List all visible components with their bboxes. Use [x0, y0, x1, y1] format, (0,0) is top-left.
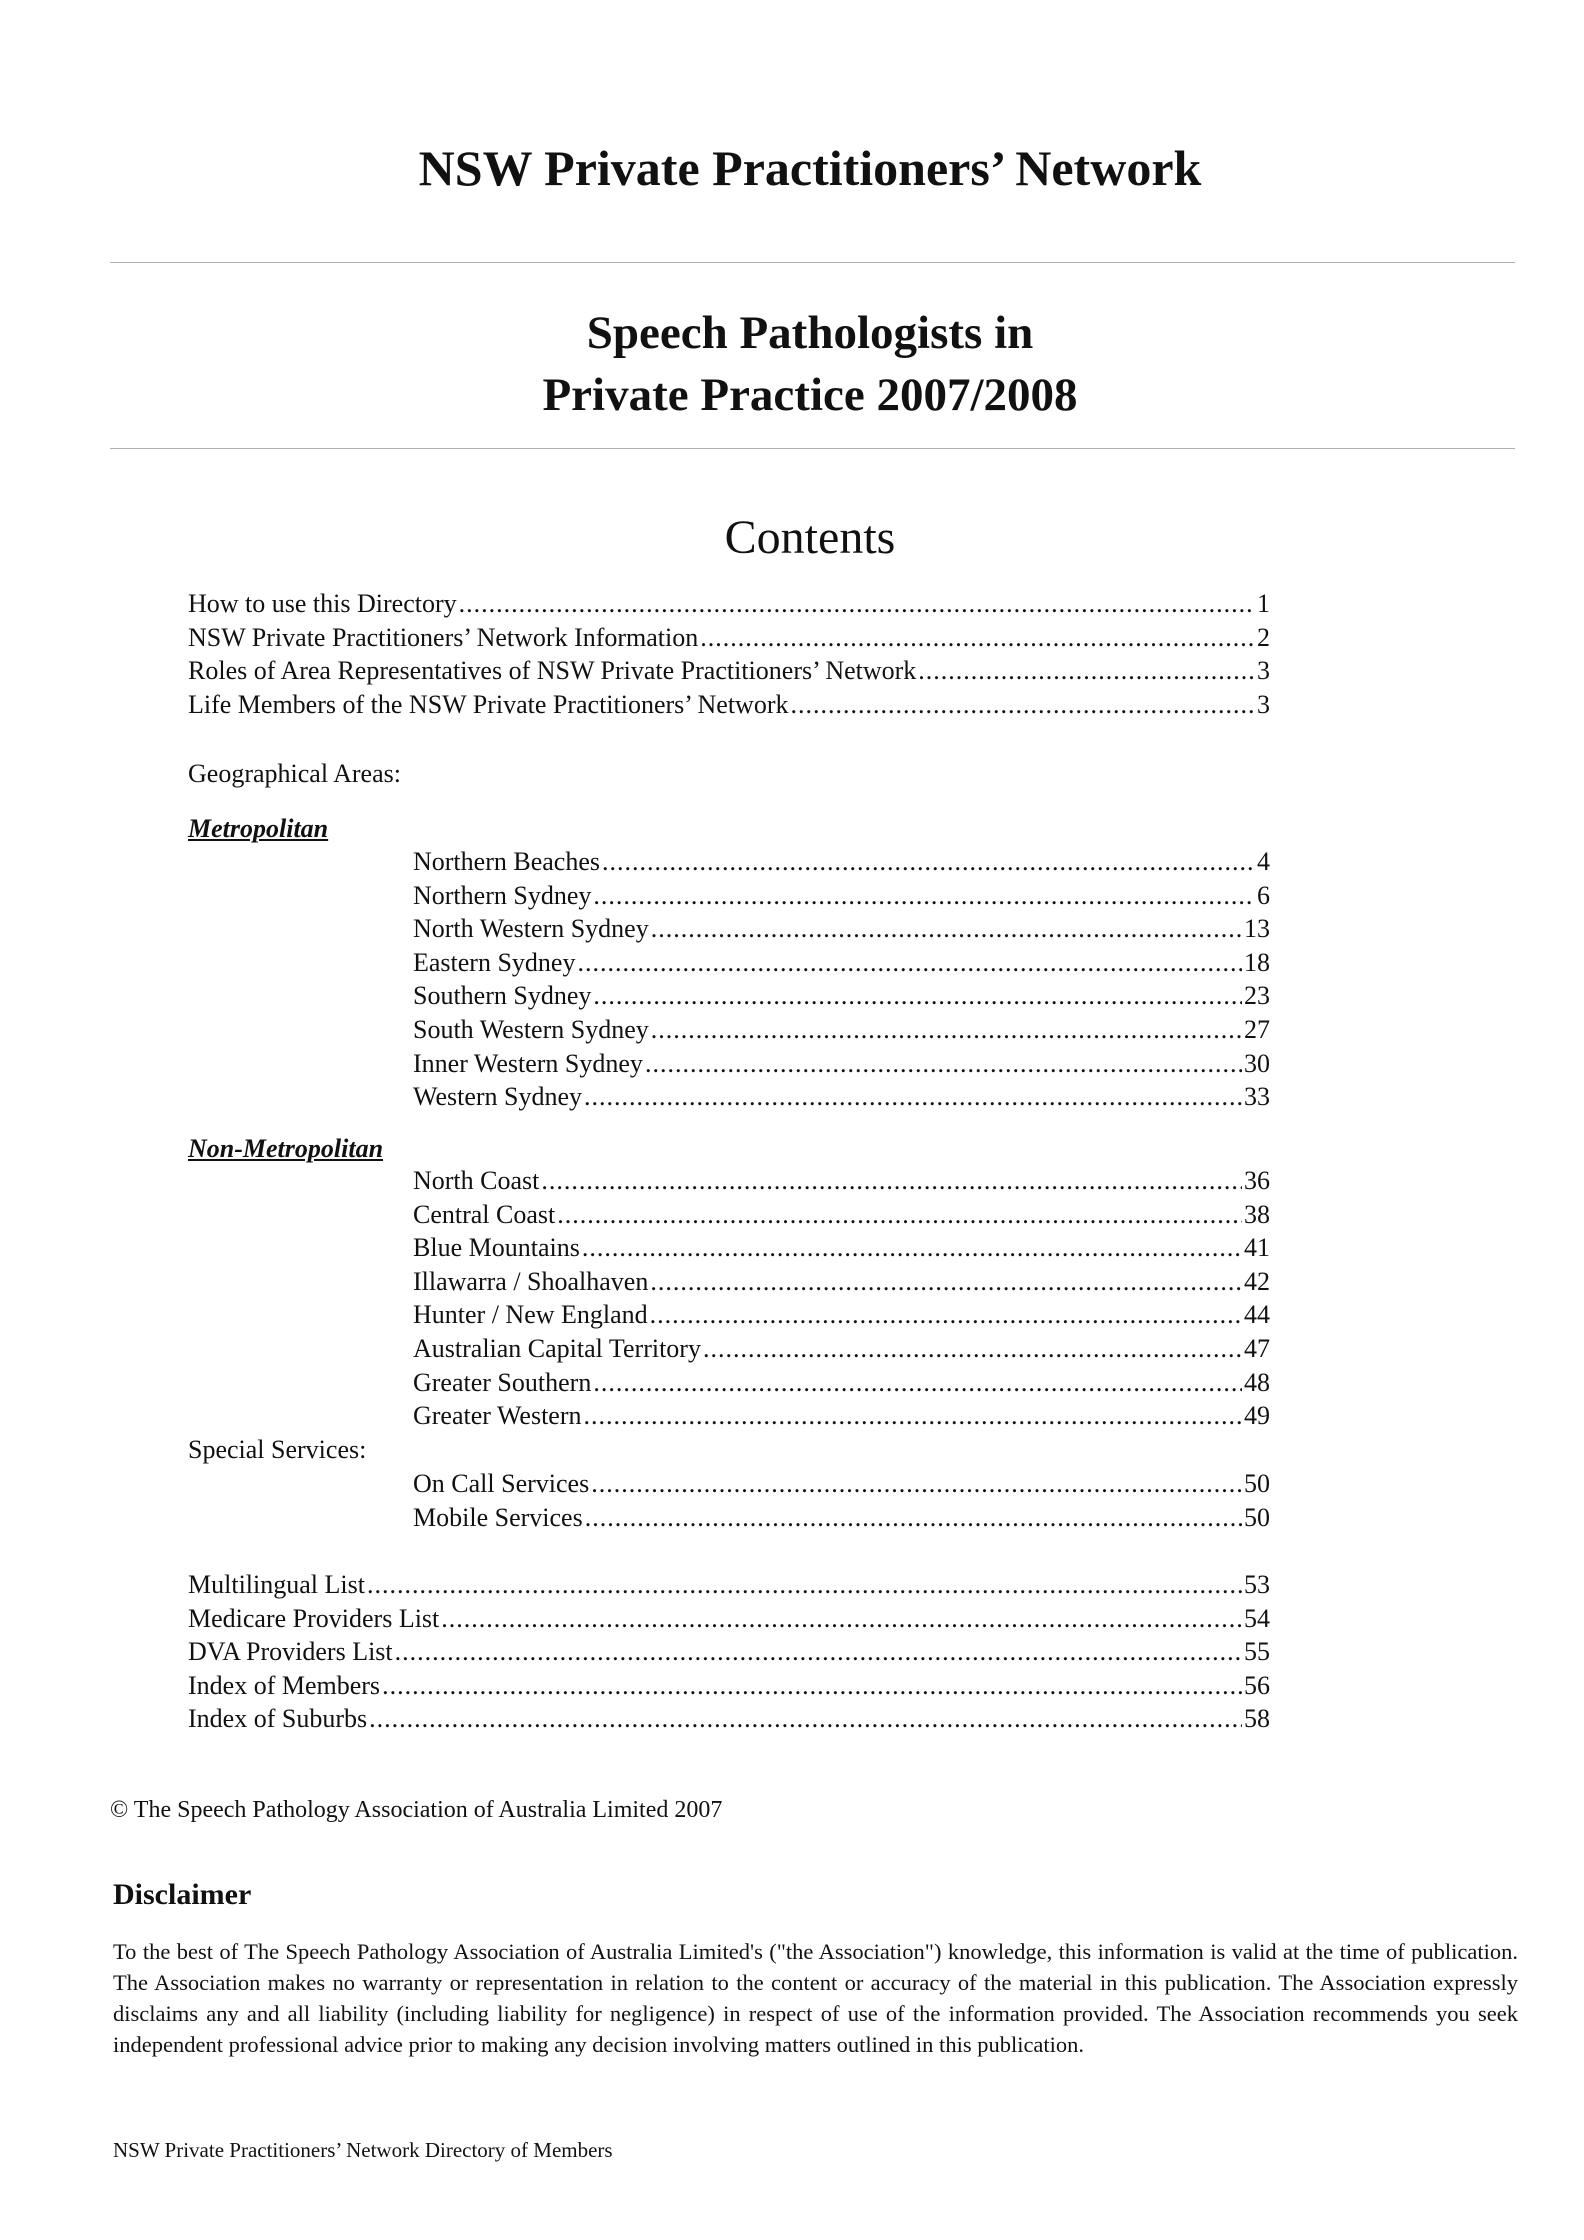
special-services-label: Special Services: [188, 1435, 367, 1464]
toc-entry[interactable] [413, 1399, 1270, 1433]
toc-entry[interactable] [413, 1047, 1270, 1081]
toc-leader-dots [577, 946, 1242, 980]
toc-page-number: 49 [1244, 1401, 1270, 1431]
toc-entry-label: Multilingual List [188, 1570, 365, 1599]
contents-heading: Contents [724, 511, 896, 564]
toc-entry[interactable] [413, 879, 1270, 913]
subtitle-line-2: Private Practice 2007/2008 [542, 369, 1078, 421]
toc-leader-dots [441, 1602, 1242, 1636]
toc-entry-label: Inner Western Sydney [413, 1048, 643, 1078]
toc-leader-dots [541, 1164, 1242, 1198]
toc-page-number: 3 [1257, 689, 1270, 719]
toc-page-number: 50 [1244, 1469, 1270, 1498]
toc-page-number: 1 [1257, 589, 1270, 618]
toc-leader-dots [645, 1047, 1242, 1081]
toc-leader-dots [369, 1702, 1242, 1736]
toc-page-number: 23 [1244, 981, 1270, 1011]
copyright-notice: © The Speech Pathology Association of Australia Limited 2007 [110, 1797, 723, 1823]
toc-entry-label: On Call Services [413, 1469, 590, 1498]
toc-page-number: 42 [1244, 1266, 1270, 1296]
toc-entry-label: Western Sydney [413, 1082, 583, 1112]
toc-page-number: 53 [1244, 1570, 1270, 1599]
toc-entry-label: Central Coast [413, 1199, 556, 1229]
geographical-areas-label: Geographical Areas: [188, 759, 401, 788]
toc-entry-label: South Western Sydney [413, 1015, 649, 1044]
toc-entry[interactable] [188, 1602, 1270, 1636]
toc-entry[interactable] [413, 1198, 1270, 1232]
toc-leader-dots [650, 1298, 1242, 1332]
toc-page-number: 18 [1244, 947, 1270, 977]
toc-leader-dots [651, 1013, 1242, 1047]
disclaimer-heading: Disclaimer [113, 1878, 252, 1911]
toc-entry-label: NSW Private Practitioners’ Network Information [188, 622, 699, 652]
toc-entry[interactable] [413, 979, 1270, 1013]
toc-entry[interactable] [188, 654, 1270, 688]
toc-entry[interactable] [188, 621, 1270, 655]
toc-leader-dots [584, 1080, 1242, 1114]
toc-entry-label: Roles of Area Representatives of NSW Private Practitioners’ Network [188, 656, 917, 686]
toc-page-number: 4 [1257, 847, 1270, 876]
toc-leader-dots [650, 1265, 1242, 1299]
toc-entry-label: North Western Sydney [413, 914, 649, 944]
toc-entry-label: Australian Capital Territory [413, 1334, 701, 1363]
toc-entry[interactable] [188, 1568, 1270, 1602]
toc-entry-label: Index of Members [188, 1670, 381, 1700]
disclaimer-body: To the best of The Speech Pathology Association of Australia Limited's ("the Association") knowledge, this information is valid at the time of publication. The Association makes no warranty or representation in relation to the content or accuracy of the material in this publication. The Association expressly disclaims any and all liability (including liability for negligence) in respect of use of the information provided. The Association recommends you seek independent professional advice prior to making any decision involving matters outlined in this publication. [113, 1939, 1518, 2057]
toc-entry[interactable] [413, 1013, 1270, 1047]
document-subtitle [0, 302, 1584, 426]
toc-leader-dots [791, 688, 1256, 722]
toc-entry[interactable] [413, 1231, 1270, 1265]
toc-entry[interactable] [188, 1635, 1270, 1669]
document-title: NSW Private Practitioners’ Network [418, 140, 1202, 196]
toc-entry-label: North Coast [413, 1166, 540, 1195]
toc-leader-dots [367, 1568, 1242, 1602]
toc-entry-label: Mobile Services [413, 1502, 583, 1532]
toc-page-number: 38 [1244, 1199, 1270, 1229]
toc-leader-dots [700, 621, 1255, 655]
toc-entry-label: How to use this Directory [188, 589, 457, 618]
toc-page-number: 50 [1244, 1502, 1270, 1532]
toc-leader-dots [593, 979, 1242, 1013]
toc-entry[interactable] [413, 1366, 1270, 1400]
toc-page-number: 44 [1244, 1300, 1270, 1330]
toc-entry-label: Life Members of the NSW Private Practitioners’ Network [188, 689, 789, 719]
page-footer: NSW Private Practitioners’ Network Directory of Members [113, 2138, 613, 2162]
toc-entry[interactable] [413, 1265, 1270, 1299]
toc-leader-dots [593, 1366, 1242, 1400]
toc-entry-label: Greater Southern [413, 1367, 592, 1397]
toc-entry-label: Greater Western [413, 1401, 582, 1431]
metropolitan-section-label: Metropolitan [188, 814, 329, 843]
toc-entry-label: Medicare Providers List [188, 1603, 440, 1633]
subtitle-line-1: Speech Pathologists in [586, 307, 1034, 359]
non-metropolitan-section-label: Non-Metropolitan [188, 1134, 384, 1163]
toc-leader-dots [395, 1635, 1242, 1669]
toc-entry[interactable] [188, 587, 1270, 621]
toc-page-number: 55 [1244, 1637, 1270, 1667]
toc-leader-dots [585, 1501, 1242, 1535]
toc-entry[interactable] [413, 1467, 1270, 1501]
toc-entry[interactable] [413, 1298, 1270, 1332]
toc-leader-dots [557, 1198, 1242, 1232]
toc-page-number: 2 [1257, 622, 1270, 652]
toc-entry[interactable] [413, 845, 1270, 879]
toc-entry-label: Southern Sydney [413, 981, 592, 1011]
toc-page-number: 54 [1244, 1603, 1270, 1633]
toc-page-number: 56 [1244, 1670, 1270, 1700]
toc-page-number: 41 [1244, 1233, 1270, 1263]
toc-entry-label: Northern Sydney [413, 880, 592, 910]
toc-leader-dots [602, 845, 1255, 879]
toc-entry[interactable] [413, 912, 1270, 946]
toc-leader-dots [651, 912, 1242, 946]
toc-page-number: 6 [1257, 880, 1270, 910]
toc-page-number: 27 [1244, 1015, 1270, 1044]
toc-leader-dots [593, 879, 1255, 913]
divider-top [110, 262, 1515, 263]
toc-leader-dots [918, 654, 1255, 688]
toc-leader-dots [591, 1467, 1242, 1501]
toc-entry-label: Blue Mountains [413, 1233, 580, 1263]
toc-entry[interactable] [413, 1080, 1270, 1114]
toc-page-number: 36 [1244, 1166, 1270, 1195]
toc-page-number: 30 [1244, 1048, 1270, 1078]
toc-leader-dots [584, 1399, 1242, 1433]
toc-entry[interactable] [188, 1702, 1270, 1736]
toc-leader-dots [703, 1332, 1242, 1366]
toc-entry[interactable] [413, 946, 1270, 980]
toc-page-number: 3 [1257, 656, 1270, 686]
toc-entry[interactable] [188, 1669, 1270, 1703]
toc-entry-label: Index of Suburbs [188, 1704, 368, 1734]
toc-entry[interactable] [413, 1332, 1270, 1366]
divider-bottom [110, 448, 1515, 449]
toc-leader-dots [582, 1231, 1242, 1265]
toc-page-number: 47 [1244, 1334, 1270, 1363]
toc-page-number: 13 [1244, 914, 1270, 944]
toc-page-number: 48 [1244, 1367, 1270, 1397]
toc-entry[interactable] [413, 1501, 1270, 1535]
toc-page-number: 33 [1244, 1082, 1270, 1112]
toc-leader-dots [382, 1669, 1242, 1703]
toc-entry-label: Eastern Sydney [413, 947, 576, 977]
toc-entry-label: Northern Beaches [413, 847, 600, 876]
toc-entry-label: Hunter / New England [413, 1300, 648, 1330]
toc-leader-dots [459, 587, 1255, 621]
toc-entry[interactable] [188, 688, 1270, 722]
toc-entry[interactable] [413, 1164, 1270, 1198]
toc-entry-label: DVA Providers List [188, 1637, 393, 1667]
toc-page-number: 58 [1244, 1704, 1270, 1734]
toc-entry-label: Illawarra / Shoalhaven [413, 1266, 649, 1296]
